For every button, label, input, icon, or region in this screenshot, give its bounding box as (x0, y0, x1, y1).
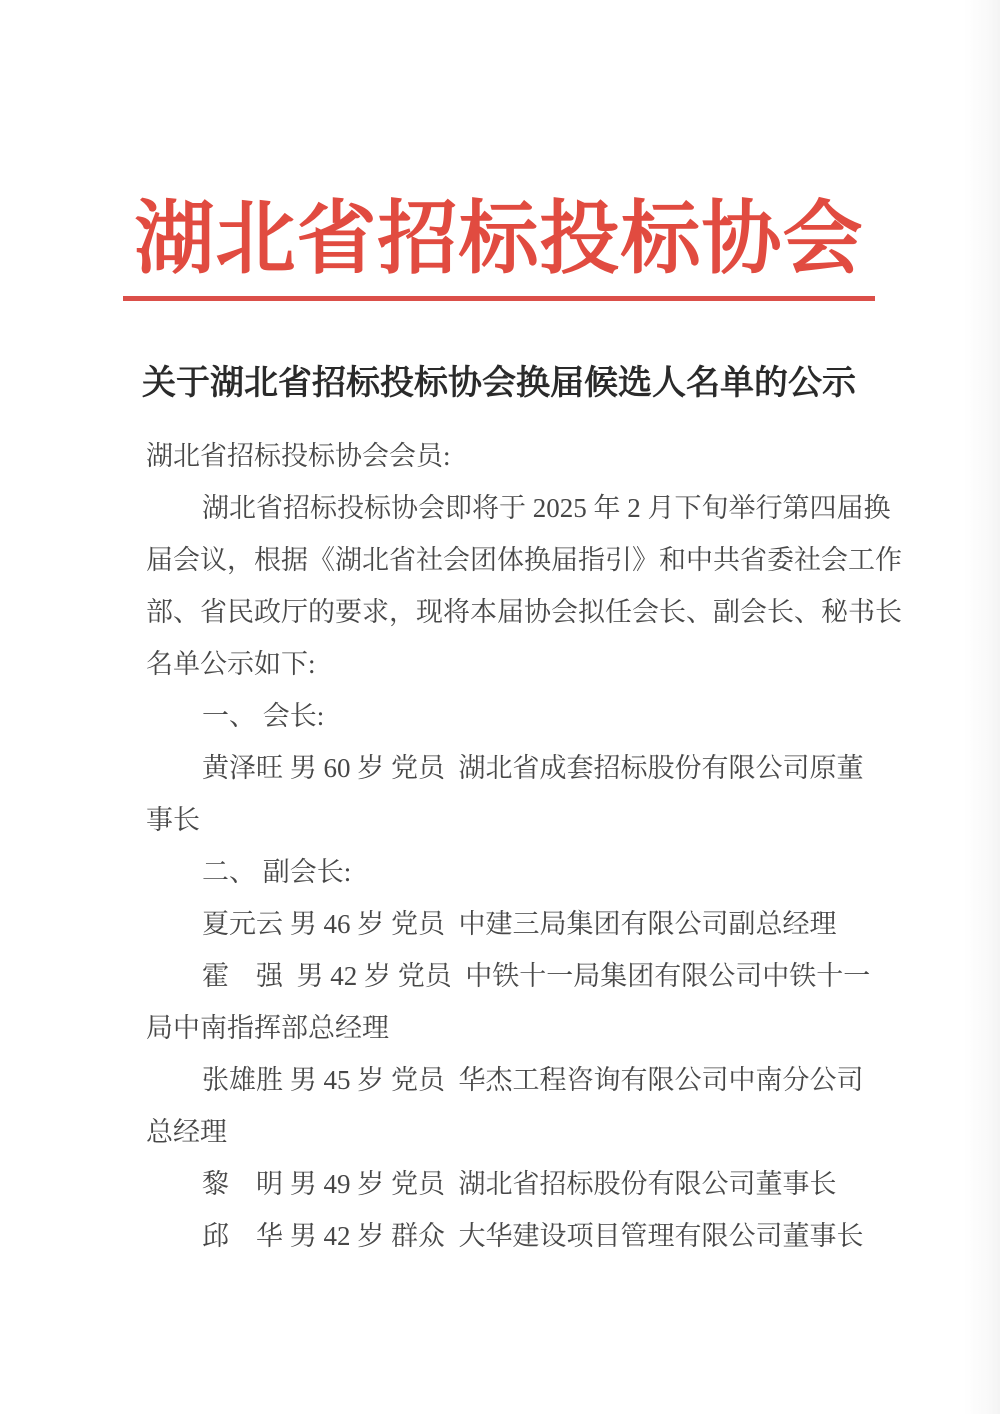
text-line-candidate-4a: 张雄胜 男 45 岁 党员 华杰工程咨询有限公司中南分公司 (202, 1065, 864, 1095)
scan-edge-artifact (964, 0, 1000, 1414)
text-line-candidate-1b: 事长 (146, 805, 200, 835)
announcement-body (146, 430, 902, 1262)
text-line-candidate-3b: 局中南指挥部总经理 (146, 1013, 389, 1043)
text-line-intro-4: 名单公示如下: (146, 649, 316, 679)
text-line-intro-3: 部、省民政厅的要求，现将本届协会拟任会长、副会长、秘书长 (146, 597, 902, 627)
text-line-intro-2: 届会议，根据《湖北省社会团体换届指引》和中共省委社会工作 (146, 545, 902, 575)
text-line-candidate-2: 夏元云 男 46 岁 党员 中建三局集团有限公司副总经理 (202, 909, 837, 939)
text-line-section-2: 二、 副会长: (202, 857, 352, 887)
text-line-candidate-1a: 黄泽旺 男 60 岁 党员 湖北省成套招标股份有限公司原董 (202, 753, 864, 783)
announcement-title: 关于湖北省招标投标协会换届候选人名单的公示 (142, 365, 856, 402)
text-line-candidate-6: 邱 华 男 42 岁 群众 大华建设项目管理有限公司董事长 (202, 1221, 864, 1251)
text-line-section-1: 一、 会长: (202, 701, 325, 731)
text-line-intro-1: 湖北省招标投标协会即将于 2025 年 2 月下旬举行第四届换 (202, 493, 891, 523)
text-line-candidate-3a: 霍 强 男 42 岁 党员 中铁十一局集团有限公司中铁十一 (202, 961, 871, 991)
masthead-divider-rule (123, 296, 875, 301)
association-masthead-title: 湖北省招标投标协会 (134, 196, 864, 284)
text-line-candidate-5: 黎 明 男 49 岁 党员 湖北省招标股份有限公司董事长 (202, 1169, 837, 1199)
text-line-salutation: 湖北省招标投标协会会员: (146, 441, 451, 471)
text-line-candidate-4b: 总经理 (146, 1117, 227, 1147)
